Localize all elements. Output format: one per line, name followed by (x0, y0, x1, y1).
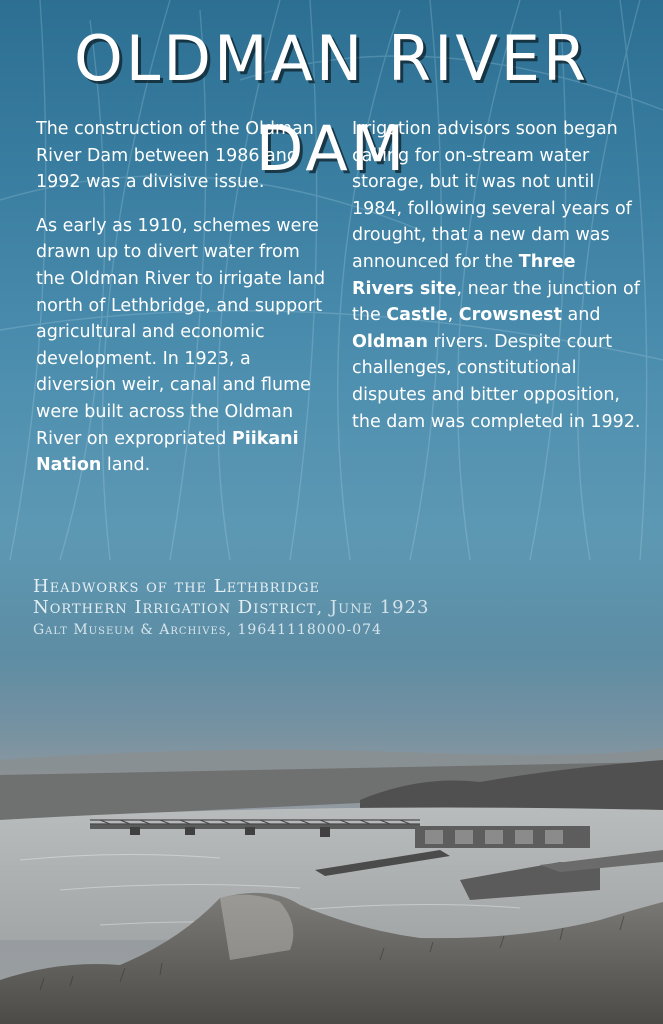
page-title: OLDMAN RIVER DAM (73, 22, 590, 185)
oldman-term: Oldman (352, 331, 428, 352)
caption-credit: Galt Museum & Archives, 19641118000-074 (33, 622, 382, 638)
caption-line-2 (33, 597, 633, 618)
piikani-nation-term: Piikani Nation (36, 428, 299, 476)
dam-text-b: , near the junction of the (352, 278, 640, 326)
castle-term: Castle (386, 305, 448, 326)
three-rivers-term: Three Rivers site (352, 251, 576, 299)
left-text-column (36, 116, 326, 496)
intro-paragraph: The construction of the Oldman River Dam between 1986 and 1992 was a divisive issue. (36, 119, 314, 193)
right-text-column (352, 116, 642, 452)
dam-text-e: rivers. Despite court challenges, constitutional disputes and bitter opposition, the dam was completed in 1992. (352, 331, 641, 432)
dam-text-c: , (447, 305, 459, 326)
photo-caption (33, 576, 633, 640)
history-text: As early as 1910, schemes were drawn up to divert water from the Oldman River to irrigate land north of Lethbridge, and support agricultural and economic development. In 1923, a diversion weir, canal and flume were built across the Oldman River on expropriated (36, 215, 326, 449)
history-paragraph (36, 213, 326, 479)
caption-district: Northern Irrigation District (33, 597, 317, 618)
caption-date: , June 1923 (316, 597, 430, 618)
dam-text-a: Irrigation advisors soon began calling for on-stream water storage, but it was not until 1984, following several years of drought, that a new dam was announced for the (352, 119, 632, 272)
dam-text-d: and (561, 305, 601, 326)
caption-line-1: Headworks of the Lethbridge (33, 576, 320, 597)
crowsnest-term: Crowsnest (458, 305, 562, 326)
dam-paragraph (352, 116, 642, 435)
history-text-end: land. (101, 455, 151, 476)
headworks-photo (0, 690, 663, 1024)
